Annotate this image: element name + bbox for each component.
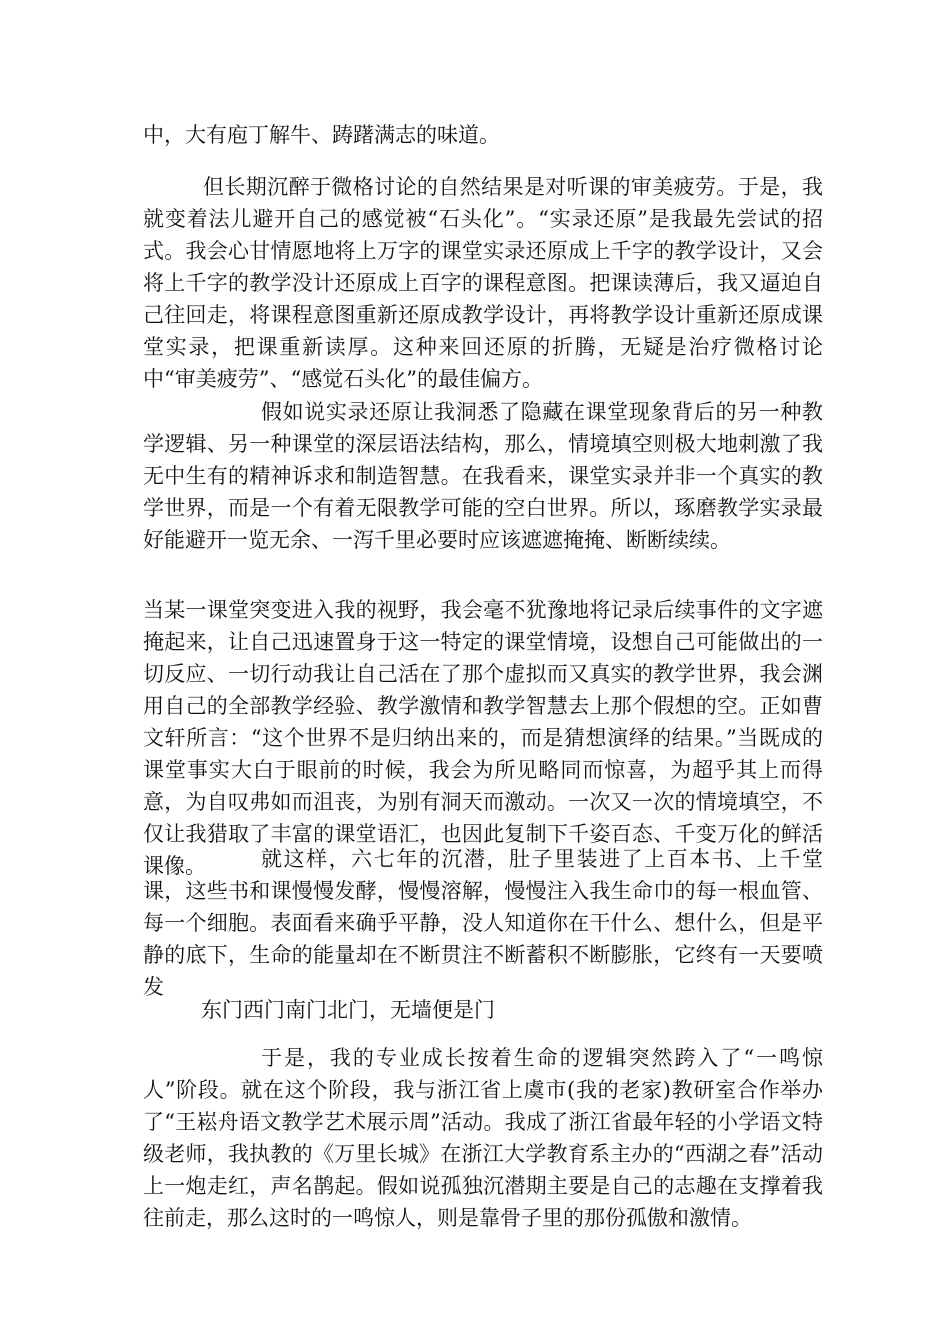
paragraph-2: 但长期沉醉于微格讨论的自然结果是对听课的审美疲劳。于是，我就变着法儿避开自己的感觉被“石头化”。“实录还原”是我最先尝试的招式。我会心甘情愿地将上万字的课堂实录还原成上千字的教学设计，又会将上千字的教学没计还原成上百字的课程意图。把课读薄后，我又逼迫自己往回走，将课程意图重新还原成教学设计，再将教学设计重新还原成课堂实录，把课重新读厚。这种来回还原的折腾，无疑是治疗微格讨论中“审美疲劳”、“感觉石头化”的最佳偏方。 xyxy=(143,175,823,391)
paragraph-1: 中，大有庖丁解牛、踌躇满志的味道。 xyxy=(143,123,500,147)
paragraph-6: 于是，我的专业成长按着生命的逻辑突然跨入了“一鸣惊人”阶段。就在这个阶段，我与浙江省上虞市(我的老家)教研室合作举办了“王崧舟语文教学艺术展示周”活动。我成了浙江省最年轻的小学语文特级老师，我执教的《万里长城》在浙江大学教育系主办的“西湖之春”活动上一炮走红，声名鹊起。假如说孤独沉潜期主要是自己的志趣在支撑着我往前走，那么这时的一鸣惊人，则是靠骨子里的那份孤傲和激情。 xyxy=(143,1046,823,1230)
paragraph-3: 假如说实录还原让我洞悉了隐藏在课堂现象背后的另一种教学逻辑、另一种课堂的深层语法结构，那么，情境填空则极大地刺激了我无中生有的精神诉求和制造智慧。在我看来，课堂实录并非一个真实的教学世界，而是一个有着无限教学可能的空白世界。所以，琢磨教学实录最好能避开一览无余、一泻千里必要时应该遮遮掩掩、断断续续。 xyxy=(143,400,823,552)
paragraph-5: 就这样，六七年的沉潜，肚子里装进了上百本书、上千堂课，这些书和课慢慢发酵，慢慢溶解，慢慢注入我生命巾的每一根血管、每一个细胞。表面看来确乎平静，没人知道你在干什么、想什么，但是平静的底下，生命的能量却在不断贯注不断蓄积不断膨胀，它终有一天要喷发 xyxy=(143,847,823,999)
paragraph-4: 当某一课堂突变进入我的视野，我会毫不犹豫地将记录后续事件的文字遮掩起来，让自己迅速置身于这一特定的课堂情境，设想自己可能做出的一切反应、一切行动我让自己活在了那个虚拟而又真实的教学世界，我会渊用自己的全部教学经验、教学激情和教学智慧去上那个假想的空。正如曹文轩所言：“这个世界不是归纳出来的，而是猜想演绎的结果。”当既成的课堂事实大白于眼前的时候，我会为所见略同而惊喜，为超乎其上而得意，为自叹弗如而沮丧，为别有洞天而激动。一次又一次的情境填空，不仅让我猎取了丰富的课堂语汇，也因此复制下千姿百态、千变万化的鲜活课像。 xyxy=(143,598,823,878)
section-heading: 东门西门南门北门，无墙便是门 xyxy=(201,998,495,1022)
